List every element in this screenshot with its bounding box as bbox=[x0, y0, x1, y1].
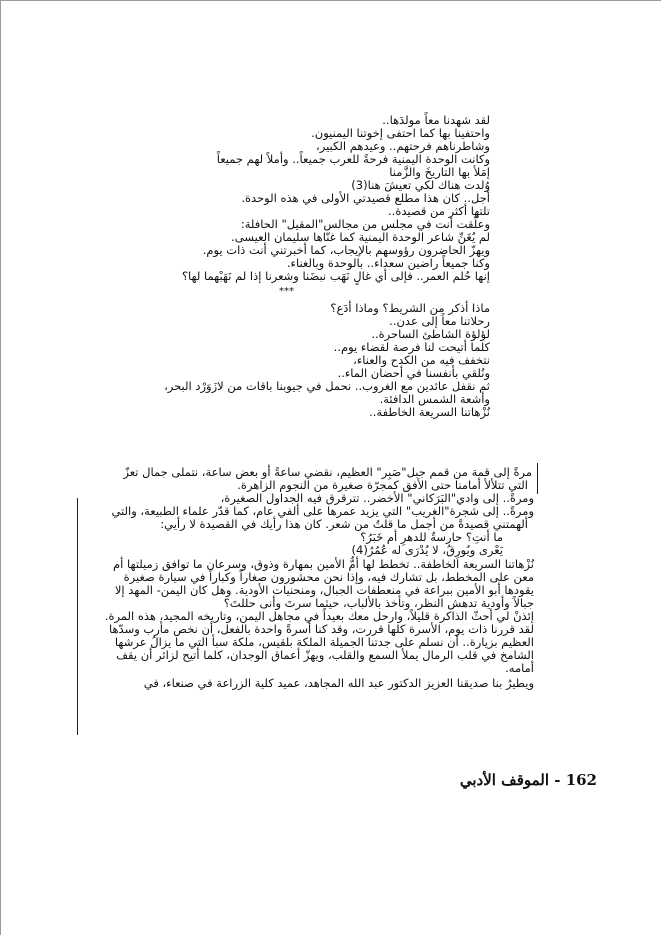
text-line: ونُلقي بأنفسنا في أحضان الماء.. bbox=[337, 366, 490, 380]
text-line: وكانت الوحدة اليمنية فرحةً للعرب جميعاً.. وأملاً لهم جميعاً bbox=[216, 152, 490, 166]
text-line: ومرةً.. إلى وادي"البَرَكاني" الأخضر.. تترقرق فيه الجداول الصغيرة، bbox=[220, 491, 534, 505]
section-separator: *** bbox=[279, 286, 294, 297]
text-line: نتخفف فيه من الكدح والعناء، bbox=[353, 353, 490, 367]
text-line: أجل.. كان هذا مطلع قصيدتي الأولى في هذه الوحدة. bbox=[241, 191, 490, 205]
text-line: نُزْهاتنا السريعة الخاطفة.. bbox=[369, 405, 490, 419]
text-line: كلما أتيحت لنا فرصة لقضاء يوم.. bbox=[333, 340, 490, 354]
text-line: لم يُغَنِّ شاعر الوحدة اليمنية كما غنّاها سليمان العيسى. bbox=[231, 230, 490, 244]
text-line: ألهمتني قصيدةً من أجمل ما قلتُ من شعر. كان هذا رأيك في القصيدة لا رأيي: bbox=[160, 517, 528, 531]
text-line: ويطيرُ بنا صديقنا العزيز الدكتور عبد الله المجاهد، عميد كلية الزراعة في صنعاء، في bbox=[143, 676, 534, 690]
text-line: يقودها أبو الأمين ببراعة في منعطفات الجبال، ومنحنيات الأودية. وهل كان اليمن- المهد إلا bbox=[114, 583, 534, 597]
text-line: ماذا أذكر من الشريط؟ وماذا أدَع؟ bbox=[330, 301, 490, 315]
text-line: رحلاتنا معاً إلى عدن.. bbox=[389, 314, 490, 328]
text-line: جبالاً وأودية تدهش النظر، وتأخذ بالألباب، حيثما سرتَ وأنى حللتَ؟ bbox=[223, 596, 534, 610]
verse-line: ما أنتِ؟ حارسةٌ للدهرِ أم خَبَرُ؟ bbox=[360, 530, 503, 544]
verse-line: يَعْرى ويُورِقُ، لا يُدْرَى له عُمُرُ(4) bbox=[351, 543, 503, 557]
text-line: ثم نقفل عائدين مع الغروب.. نحمل في جيوبنا باقات من لازَوَرْد البحر، bbox=[164, 379, 490, 393]
text-line: وكنا جميعاً راضين سعداء.. بالوحدة وبالغناء. bbox=[286, 256, 490, 270]
revision-bar-left bbox=[77, 498, 78, 735]
text-line: أمامه. bbox=[505, 661, 534, 675]
text-line: وعلّقت أنت في مجلس من مجالس"المقيل" الحافلة: bbox=[240, 217, 490, 231]
revision-bar-right bbox=[537, 463, 538, 494]
text-line: التي تتلألأ أمامنا حتى الأفق كمجرّة صغيرة من النجوم الزاهرة. bbox=[237, 478, 528, 492]
text-line: إمَلأ بها التاريخَ والزَّمنا bbox=[389, 165, 490, 179]
text-line: إئذنْ لي أحثّ الذاكرة قليلاً، وارحل معك بعيداً في مجاهل اليمن، وتاريخه المجيد، هذه المرة. bbox=[104, 609, 534, 623]
text-line: تلتها أكثر من قصيدة.. bbox=[388, 204, 490, 218]
text-line: ويهزّ الحاضرون رؤوسهم بالإيجاب، كما أخبرتني أنت ذات يوم. bbox=[202, 243, 490, 257]
text-line: لقد شهدنا معاً مولدَها.. bbox=[382, 113, 490, 127]
text-line: ومرةً.. إلى شجرة"الغريب" التي يزيد عمرها على ألفي عام، كما قدّر علماء الطبيعة، والتي bbox=[111, 504, 534, 518]
text-line: إنها حُلم العمر.. فإلى أي غالٍ نَهَب نبضَنا وشعرنا إذا لم نَهَبْهما لها؟ bbox=[181, 269, 490, 283]
text-line: وشاطرناهم فرحتهم.. وعيدهم الكبير، bbox=[316, 139, 490, 153]
text-line: مرةً إلى قمة من قمم جبل"صَبِر" العظيم، نقضي ساعةً أو بعض ساعة، نتملى جمال تعزّ bbox=[123, 465, 532, 479]
text-line: معن على المخطط، بل تشارك فيه، وإذا نحن محشورون صغاراً وكباراً في سيارة صغيرة bbox=[123, 570, 534, 584]
text-line: العظيم بزيارة.. أن نسلم على جدتنا الجميلة الملكة بلقيس، ملكة سبأ التي ما يزالُ عرشها bbox=[114, 635, 534, 649]
text-line: واحتفينا بها كما احتفى إخوتنا اليمنيون. bbox=[311, 126, 490, 140]
text-line: لقد قررنا ذات يوم، الأسرة كلها قررت، وقد كنا أسرةً واحدة بالفعل، أن نخص مأرب وسدّها bbox=[108, 622, 534, 636]
text-line: الشامخ في قلب الرمال يملأ السمع والقلب، ويهزّ أعماق الوجدان، كلما أتيح لزائر أن يقف bbox=[116, 648, 534, 662]
text-line: نُزْهاتنا السريعة الخاطفة.. تخطط لها أمُّ الأمين بمهارة وذوق، وسرعان ما توافق زميلتها أم bbox=[113, 557, 534, 571]
page-footer: 162 - الموقف الأدبي bbox=[459, 771, 597, 789]
text-line: لؤلؤة الشاطئ الساحرة.. bbox=[371, 327, 490, 341]
text-line: وأشعة الشمس الدافئة. bbox=[379, 392, 490, 406]
text-line: وُلدت هناك لكي تعيشَ هنا(3) bbox=[351, 178, 490, 192]
